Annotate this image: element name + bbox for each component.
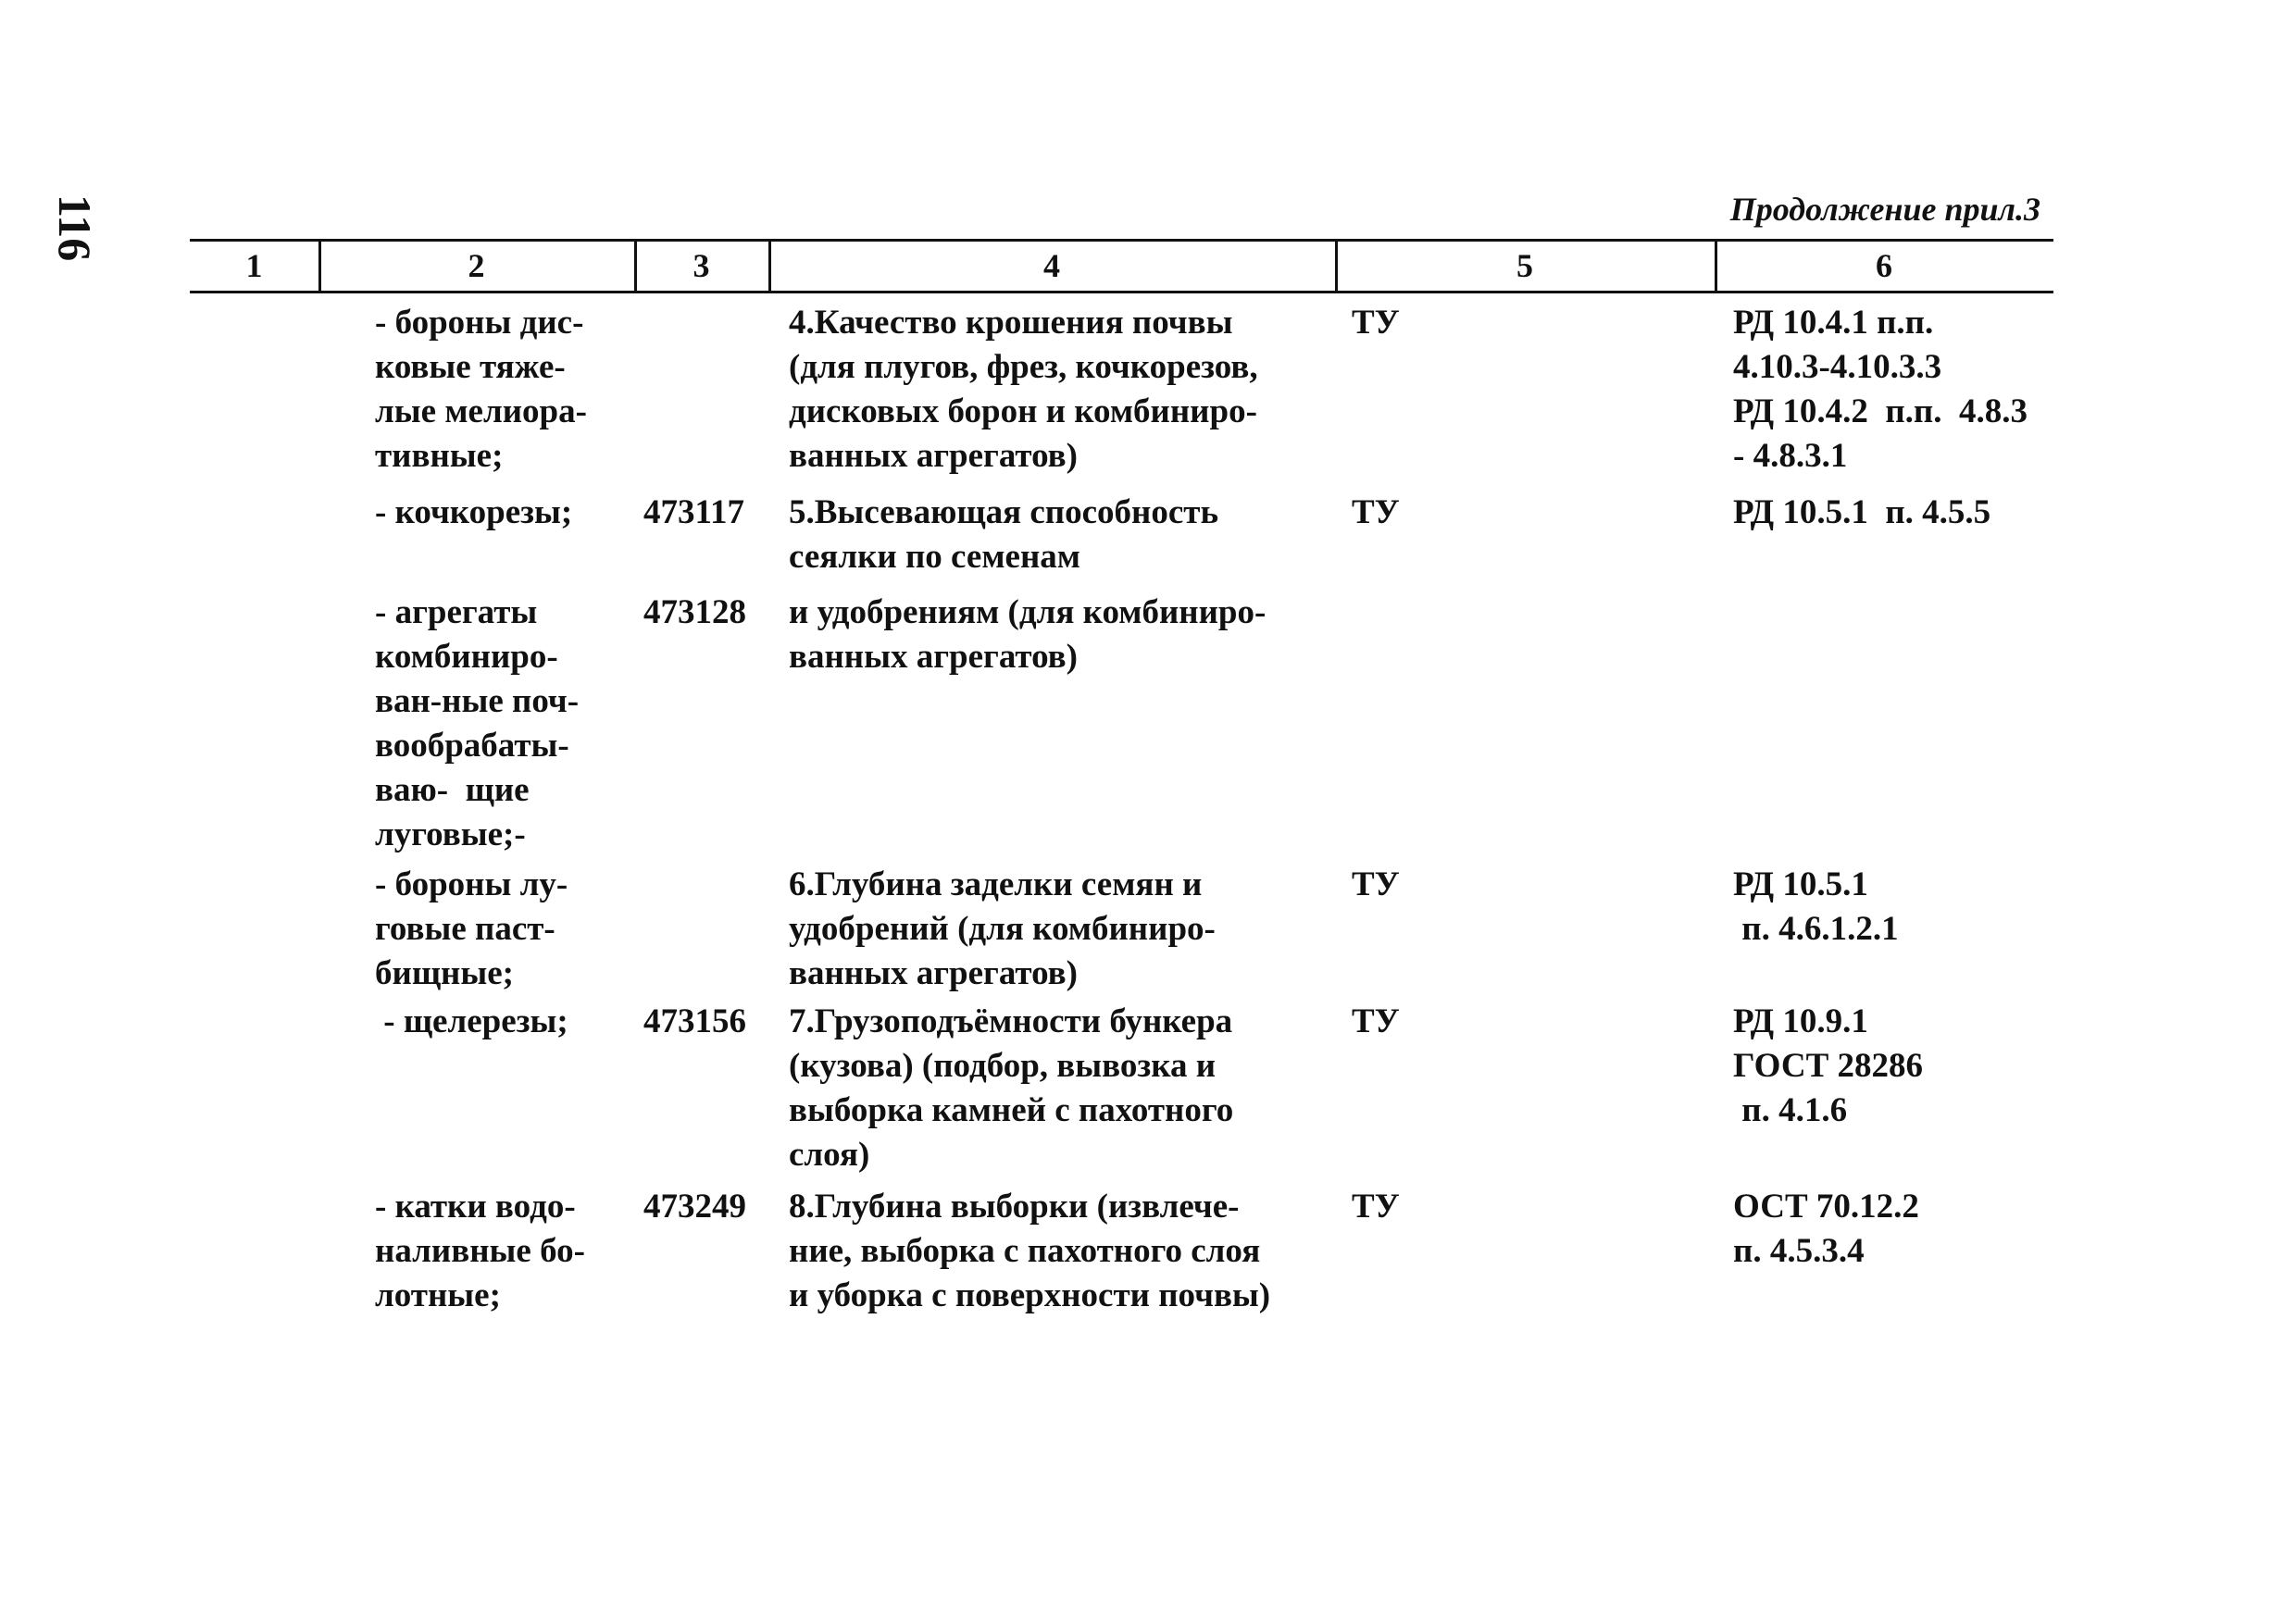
- column-header: 2: [468, 247, 485, 284]
- cell-parameter: и удобрениям (для комбиниро- ванных агрегатов): [789, 593, 1267, 676]
- cell-code: 473249: [643, 1188, 746, 1226]
- table-header-rule: [190, 291, 2053, 293]
- cell-doc: ТУ: [1352, 1188, 1400, 1226]
- cell-doc: ТУ: [1352, 865, 1400, 903]
- cell-code: 473117: [643, 493, 744, 531]
- page-number: 116: [49, 194, 101, 262]
- cell-item: - бороны лу- говые паст- бищные;: [375, 865, 568, 992]
- appendix-caption: Продолжение прил.3: [1729, 191, 2040, 228]
- cell-doc: ТУ: [1352, 304, 1400, 342]
- cell-parameter: 5.Высевающая способность сеялки по семенам: [789, 493, 1219, 576]
- cell-method: РД 10.4.1 п.п. 4.10.3-4.10.3.3 РД 10.4.2 п.п. 4.8.3 - 4.8.3.1: [1733, 304, 2028, 475]
- cell-code: 473128: [643, 593, 746, 631]
- cell-parameter: 8.Глубина выборки (извлече- ние, выборка с пахотного слоя и уборка с поверхности почвы): [789, 1188, 1271, 1314]
- table-top-rule: [190, 239, 2053, 242]
- cell-item: - агрегаты комбиниро- ван-ные поч- вообрабаты- ваю- щие луговые;-: [375, 593, 580, 853]
- cell-item: - бороны дис- ковые тяже- лые мелиора- тивные;: [375, 304, 587, 475]
- cell-item: - кочкорезы;: [375, 493, 573, 531]
- cell-code: 473156: [643, 1002, 746, 1040]
- cell-method: РД 10.5.1 п. 4.6.1.2.1: [1733, 865, 1899, 948]
- cell-method: РД 10.5.1 п. 4.5.5: [1733, 493, 1991, 531]
- cell-doc: ТУ: [1352, 493, 1400, 531]
- cell-item: - щелерезы;: [375, 1002, 568, 1040]
- cell-method: ОСТ 70.12.2 п. 4.5.3.4: [1733, 1188, 1919, 1270]
- column-header: 3: [693, 247, 710, 284]
- cell-parameter: 7.Грузоподъёмности бункера (кузова) (подбор, вывозка и выборка камней с пахотного слоя): [789, 1002, 1234, 1174]
- column-header: 1: [245, 247, 263, 284]
- cell-method: РД 10.9.1 ГОСТ 28286 п. 4.1.6: [1733, 1002, 1923, 1129]
- column-header: 6: [1876, 247, 1892, 284]
- cell-parameter: 6.Глубина заделки семян и удобрений (для комбиниро- ванных агрегатов): [789, 865, 1216, 992]
- column-header: 4: [1043, 247, 1060, 284]
- cell-parameter: 4.Качество крошения почвы (для плугов, фрез, кочкорезов, дисковых борон и комбиниро- ванных агрегатов): [789, 304, 1258, 475]
- cell-item: - катки водо- наливные бо- лотные;: [375, 1188, 585, 1314]
- column-header: 5: [1516, 247, 1533, 284]
- cell-doc: ТУ: [1352, 1002, 1400, 1040]
